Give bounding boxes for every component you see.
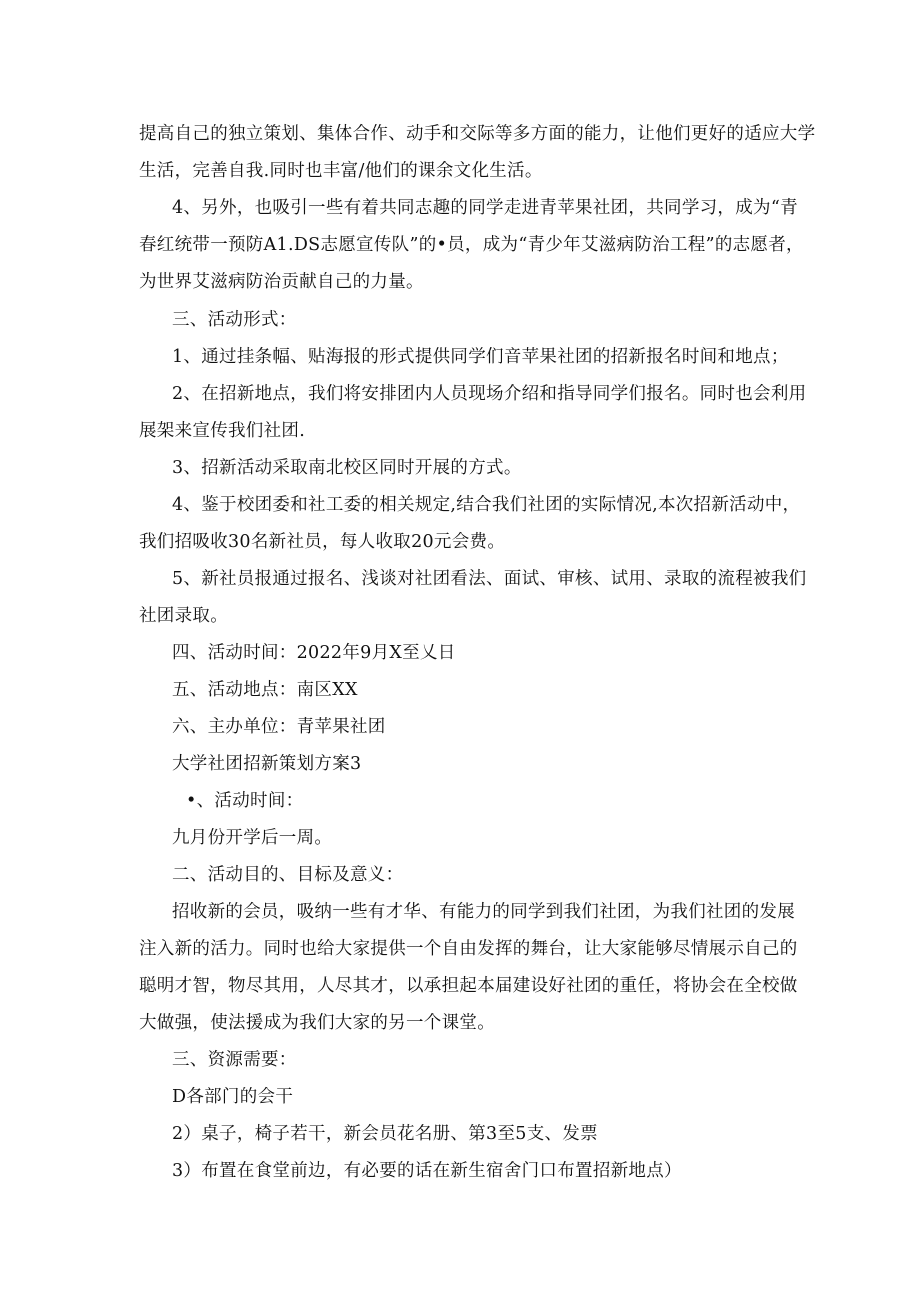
section-heading: •、活动时间： bbox=[186, 791, 304, 811]
text-line: 展架来宣传我们社团. bbox=[139, 421, 306, 441]
section-heading: 二、活动目的、目标及意义： bbox=[172, 865, 404, 885]
text-line: 4、另外，也吸引一些有着共同志趣的同学走进青苹果社团，共同学习，成为“青 bbox=[172, 198, 798, 218]
text-line: 提高自己的独立策划、集体合作、动手和交际等多方面的能力，让他们更好的适应大学 bbox=[139, 124, 816, 144]
text-line: 5、新社员报通过报名、浅谈对社团看法、面试、审核、试用、录取的流程被我们 bbox=[172, 569, 807, 589]
text-line: 社团录取。 bbox=[139, 606, 228, 626]
text-line: 3、招新活动采取南北校区同时开展的方式。 bbox=[172, 458, 522, 478]
text-line: 2、在招新地点，我们将安排团内人员现场介绍和指导同学们报名。同时也会利用 bbox=[172, 384, 807, 404]
section-heading: 三、活动形式： bbox=[172, 310, 297, 330]
text-line: 为世界艾滋病防治贡献自己的力量。 bbox=[139, 272, 424, 292]
text-line: 生活，完善自我.同时也丰富/他们的课余文化生活。 bbox=[139, 161, 543, 181]
section-heading: 五、活动地点：南区XX bbox=[172, 680, 358, 700]
section-heading: 六、主办单位：青苹果社团 bbox=[172, 717, 386, 737]
text-line: 九月份开学后一周。 bbox=[172, 828, 333, 848]
text-line: 4、鉴于校团委和社工委的相关规定,结合我们社团的实际情况,本次招新活动中， bbox=[172, 495, 801, 515]
text-line: 聪明才智，物尽其用，人尽其才，以承担起本届建设好社团的重任，将协会在全校做 bbox=[139, 976, 798, 996]
list-item: 2）桌子，椅子若干，新会员花名册、第3至5支、发票 bbox=[172, 1124, 598, 1144]
text-line: 注入新的活力。同时也给大家提供一个自由发挥的舞台，让大家能够尽情展示自己的 bbox=[139, 939, 798, 959]
section-heading: 三、资源需要： bbox=[172, 1050, 297, 1070]
text-line: 春红统带一预防A1.DS志愿宣传队”的•员，成为“青少年艾滋病防治工程”的志愿者， bbox=[139, 235, 804, 255]
text-line: 我们招吸收30名新社员，每人收取20元会费。 bbox=[139, 532, 506, 552]
list-item: 3）布置在食堂前边，有必要的话在新生宿舍门口布置招新地点） bbox=[172, 1161, 682, 1181]
text-line: 1、通过挂条幅、贴海报的形式提供同学们音苹果社团的招新报名时间和地点； bbox=[172, 347, 789, 367]
list-item: D各部门的会干 bbox=[172, 1087, 294, 1107]
text-line: 招收新的会员，吸纳一些有才华、有能力的同学到我们社团，为我们社团的发展 bbox=[172, 902, 795, 922]
section-heading: 四、活动时间：2022年9月X至乂日 bbox=[172, 643, 456, 663]
document-title: 大学社团招新策划方案3 bbox=[172, 754, 362, 774]
text-line: 大做强，使法援成为我们大家的另一个课堂。 bbox=[139, 1013, 495, 1033]
